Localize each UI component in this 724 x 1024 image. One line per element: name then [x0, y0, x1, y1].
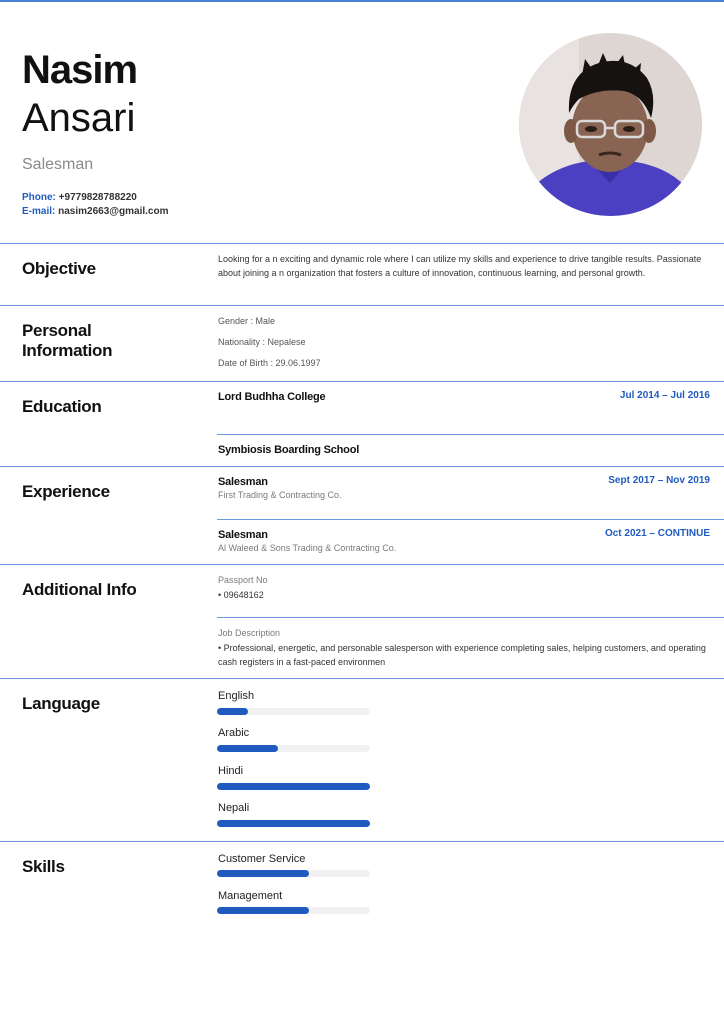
divider: [0, 466, 724, 467]
sub-divider: [217, 617, 724, 618]
language-level-fill: [217, 745, 278, 752]
passport-label: Passport No: [218, 575, 268, 585]
language-name: English: [218, 690, 255, 702]
experience-role: Salesman: [218, 529, 268, 541]
divider: [0, 381, 724, 382]
experience-dates: Sept 2017 – Nov 2019: [608, 475, 710, 486]
language-name: Arabic: [218, 727, 250, 739]
divider: [0, 243, 724, 244]
job-title: Salesman: [22, 156, 94, 173]
language-level-bar: [217, 783, 370, 790]
language-level-fill: [217, 783, 370, 790]
skill-level-fill: [217, 907, 309, 914]
section-title-personal: [22, 321, 112, 361]
sub-divider: [217, 434, 724, 435]
language-name: Nepali: [218, 802, 250, 814]
skill-name: Customer Service: [218, 853, 306, 865]
section-title-skills: Skills: [22, 857, 65, 876]
section-title-additional: Additional Info: [22, 580, 137, 599]
language-level-bar: [217, 708, 370, 715]
education-school: Symbiosis Boarding School: [218, 444, 360, 456]
section-title-objective: Objective: [22, 259, 96, 278]
email-value[interactable]: nasim2663@gmail.com: [58, 206, 169, 217]
gender-field: Gender : Male: [218, 316, 276, 326]
experience-dates: Oct 2021 – CONTINUE: [604, 528, 710, 539]
objective-text: Looking for a n exciting and dynamic role where I can utilize my skills and experience to drive tangible results. Passionate about joining a n organization that fosters a culture of innovation, continuous learning, and personal growth.: [218, 254, 702, 278]
language-level-bar: [217, 820, 370, 827]
section-title-education: Education: [22, 397, 102, 416]
education-dates: Jul 2014 – Jul 2016: [619, 390, 710, 401]
profile-photo: [519, 33, 702, 216]
phone-value[interactable]: +9779828788220: [58, 192, 137, 203]
job-description-label: Job Description: [218, 628, 281, 638]
experience-company: First Trading & Contracting Co.: [218, 490, 342, 500]
resume-header: [0, 0, 724, 245]
section-title-personal-line2: Information: [22, 341, 113, 360]
skill-level-fill: [217, 870, 309, 877]
job-description-text: • Professional, energetic, and personable salesperson with experience completing sales, helping customers, and operating cash registers in a fast-paced environmen: [218, 643, 706, 667]
divider: [0, 564, 724, 565]
passport-value: • 09648162: [218, 590, 264, 600]
divider: [0, 678, 724, 679]
email-label: E-mail:: [22, 206, 56, 217]
phone-line: [22, 192, 137, 203]
dob-field: Date of Birth : 29.06.1997: [218, 358, 321, 368]
skill-level-bar: [217, 907, 370, 914]
divider: [0, 841, 724, 842]
language-level-fill: [217, 820, 370, 827]
language-level-bar: [217, 745, 370, 752]
section-title-language: Language: [22, 694, 100, 713]
language-level-fill: [217, 708, 248, 715]
phone-label: Phone:: [22, 192, 56, 203]
language-name: Hindi: [218, 765, 244, 777]
experience-company: Al Waleed & Sons Trading & Contracting Co.: [218, 543, 397, 553]
experience-role: Salesman: [218, 476, 268, 488]
nationality-field: Nationality : Nepalese: [218, 337, 306, 347]
profile-photo-illustration: [519, 33, 702, 216]
divider: [0, 305, 724, 306]
first-name: Nasim: [22, 48, 138, 92]
section-title-personal-line1: Personal: [22, 321, 92, 340]
education-school: Lord Budhha College: [218, 391, 326, 403]
email-line: [22, 206, 168, 217]
skill-level-bar: [217, 870, 370, 877]
sub-divider: [217, 519, 724, 520]
last-name: Ansari: [22, 96, 136, 140]
skill-name: Management: [218, 890, 283, 902]
section-title-experience: Experience: [22, 482, 110, 501]
